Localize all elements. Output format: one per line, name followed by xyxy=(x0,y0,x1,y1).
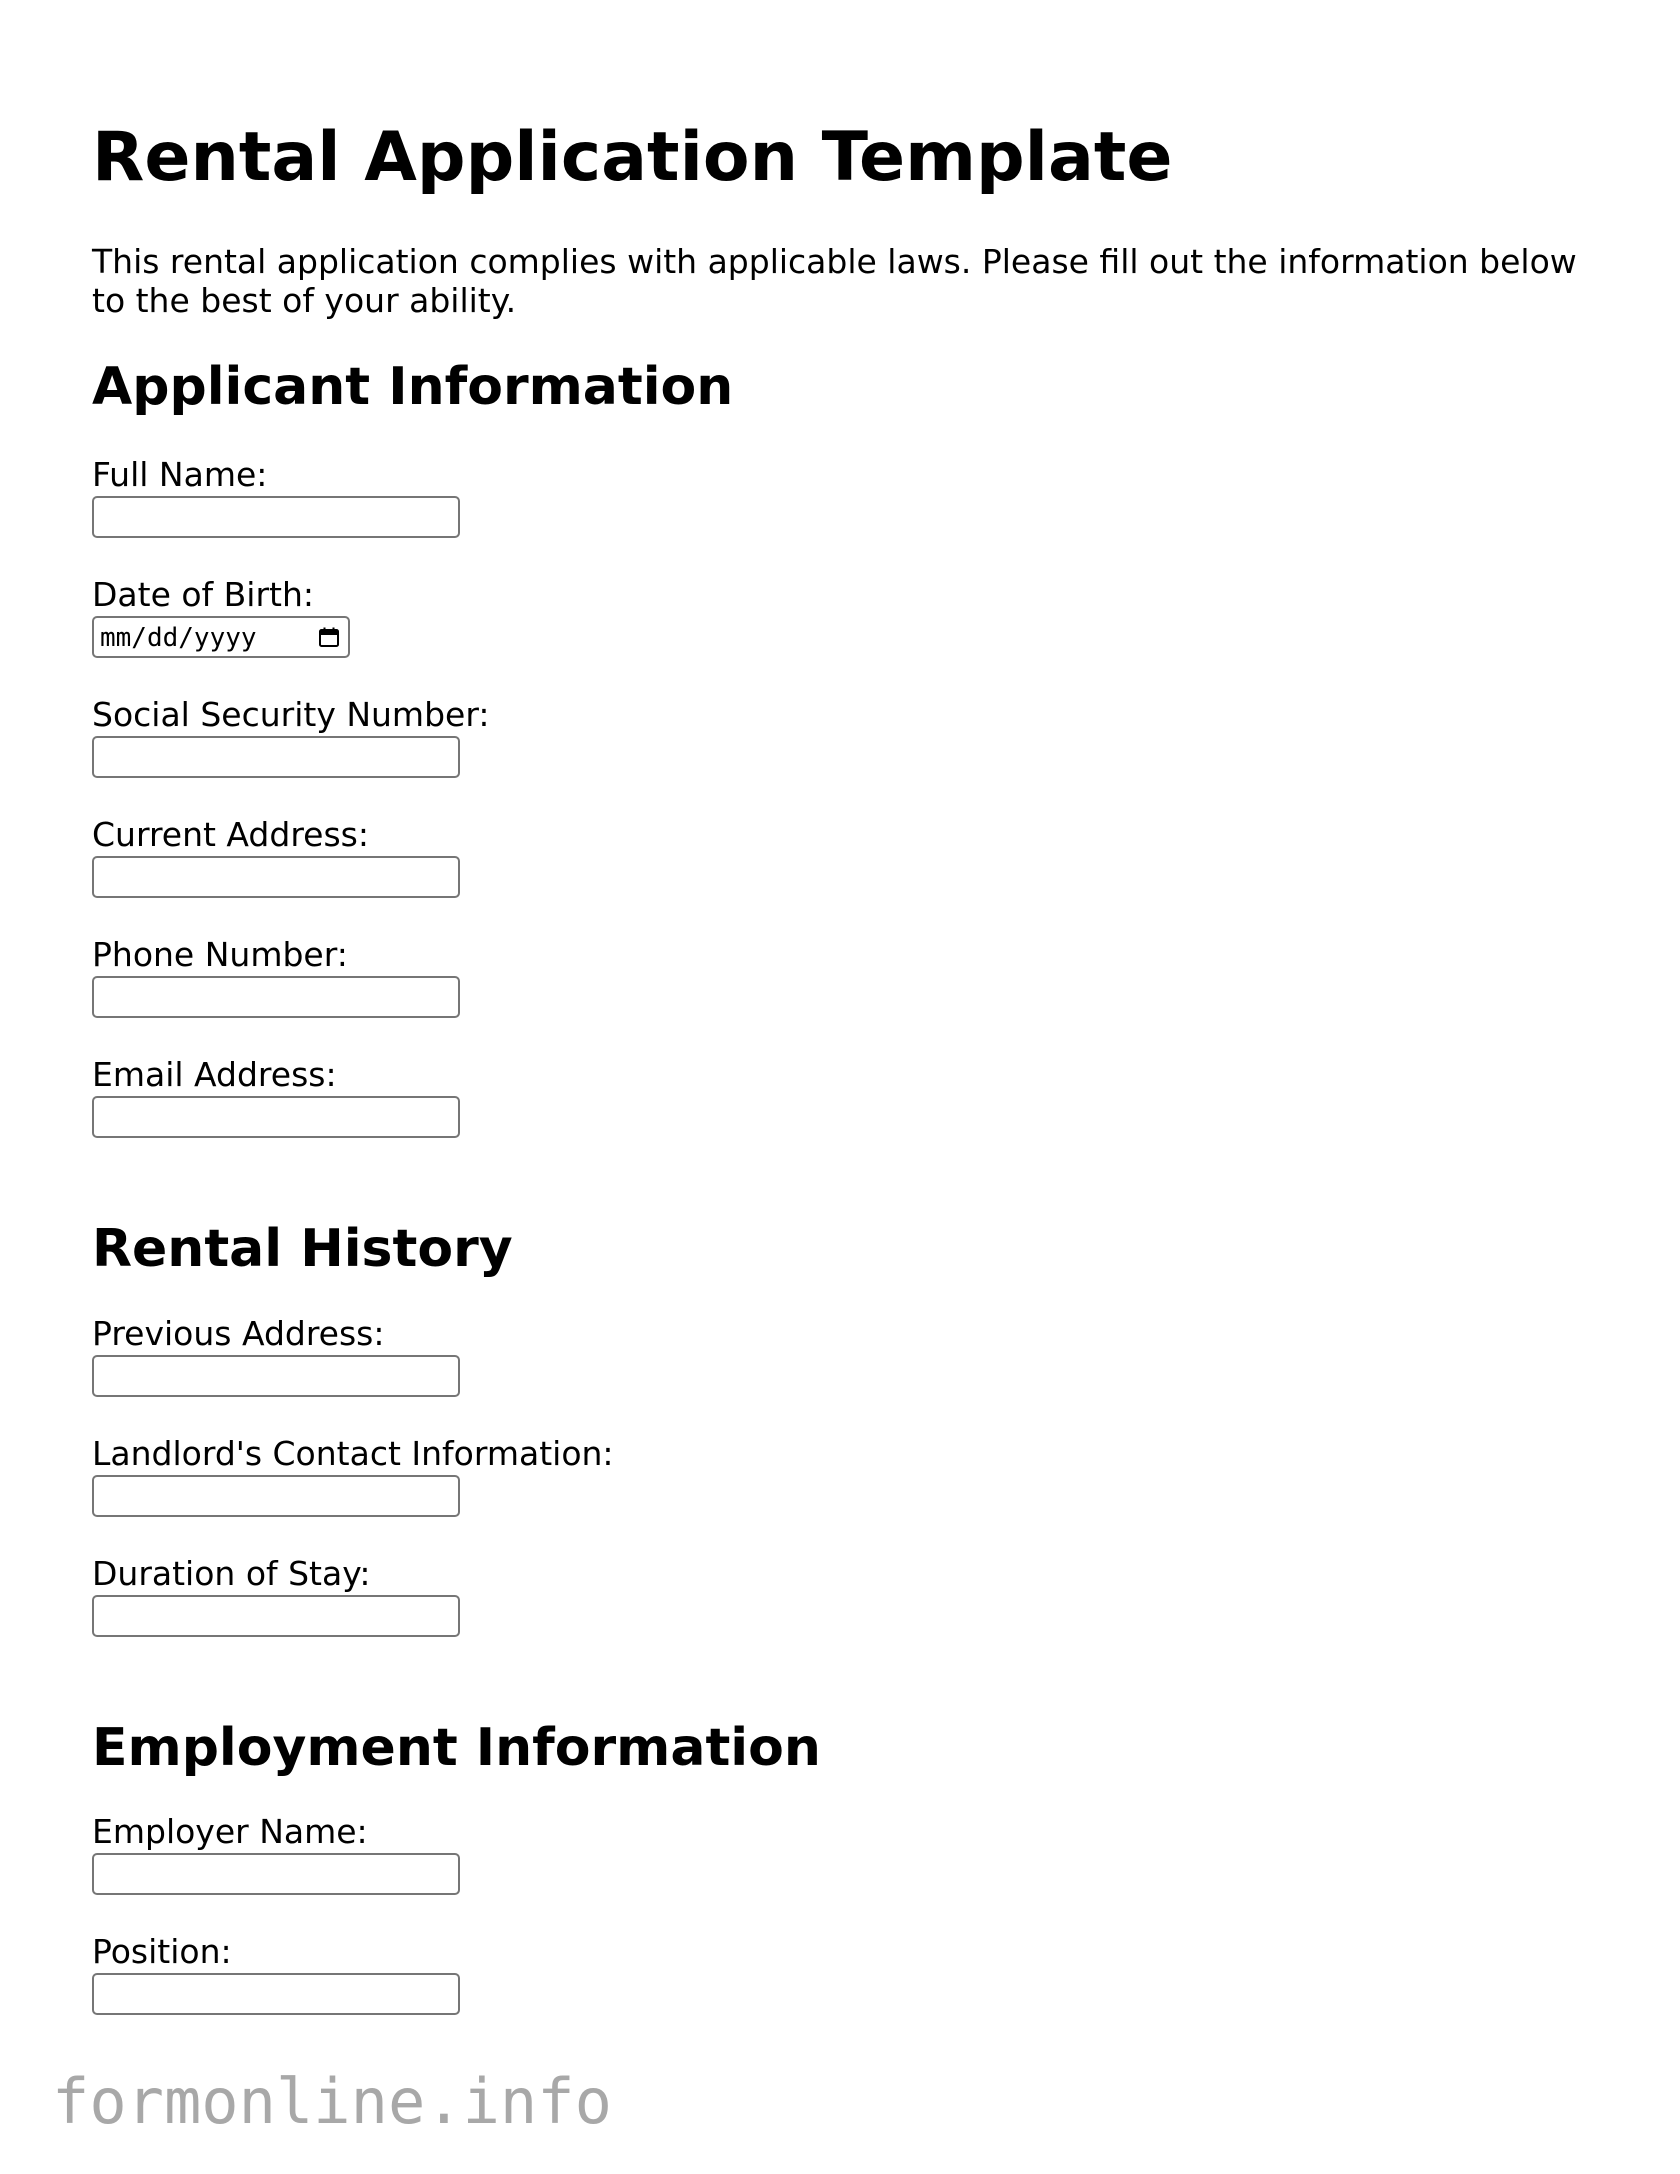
full-name-label: Full Name: xyxy=(92,455,268,494)
previous-address-field xyxy=(92,1314,460,1397)
ssn-field xyxy=(92,695,489,778)
previous-address-label: Previous Address: xyxy=(92,1314,385,1353)
full-name-field xyxy=(92,455,460,538)
duration-of-stay-label: Duration of Stay: xyxy=(92,1554,371,1593)
page-title: Rental Application Template xyxy=(92,118,1173,197)
landlord-contact-input[interactable] xyxy=(92,1475,460,1517)
section-heading-rental-history: Rental History xyxy=(92,1219,513,1279)
phone-number-input[interactable] xyxy=(92,976,460,1018)
ssn-label: Social Security Number: xyxy=(92,695,490,734)
phone-number-field xyxy=(92,935,460,1018)
section-heading-applicant: Applicant Information xyxy=(92,357,734,417)
date-of-birth-field xyxy=(92,575,350,658)
intro-text: This rental application complies with applicable laws. Please fill out the information below to the best of your ability. xyxy=(92,242,1577,320)
email-address-field xyxy=(92,1055,460,1138)
duration-of-stay-input[interactable] xyxy=(92,1595,460,1637)
position-label: Position: xyxy=(92,1932,232,1971)
email-address-input[interactable] xyxy=(92,1096,460,1138)
employer-name-label: Employer Name: xyxy=(92,1812,368,1851)
landlord-contact-label: Landlord's Contact Information: xyxy=(92,1434,614,1473)
current-address-field xyxy=(92,815,460,898)
section-heading-employment: Employment Information xyxy=(92,1718,821,1778)
date-of-birth-input[interactable] xyxy=(92,616,350,658)
date-of-birth-label: Date of Birth: xyxy=(92,575,315,614)
employer-name-field xyxy=(92,1812,460,1895)
previous-address-input[interactable] xyxy=(92,1355,460,1397)
current-address-label: Current Address: xyxy=(92,815,369,854)
calendar-icon[interactable] xyxy=(318,626,340,648)
watermark: formonline.info xyxy=(52,2065,612,2138)
ssn-input[interactable] xyxy=(92,736,460,778)
employer-name-input[interactable] xyxy=(92,1853,460,1895)
landlord-contact-field xyxy=(92,1434,614,1517)
date-of-birth-placeholder: mm/dd/yyyy xyxy=(100,623,257,653)
position-field xyxy=(92,1932,460,2015)
position-input[interactable] xyxy=(92,1973,460,2015)
current-address-input[interactable] xyxy=(92,856,460,898)
duration-of-stay-field xyxy=(92,1554,460,1637)
full-name-input[interactable] xyxy=(92,496,460,538)
phone-number-label: Phone Number: xyxy=(92,935,348,974)
email-address-label: Email Address: xyxy=(92,1055,337,1094)
